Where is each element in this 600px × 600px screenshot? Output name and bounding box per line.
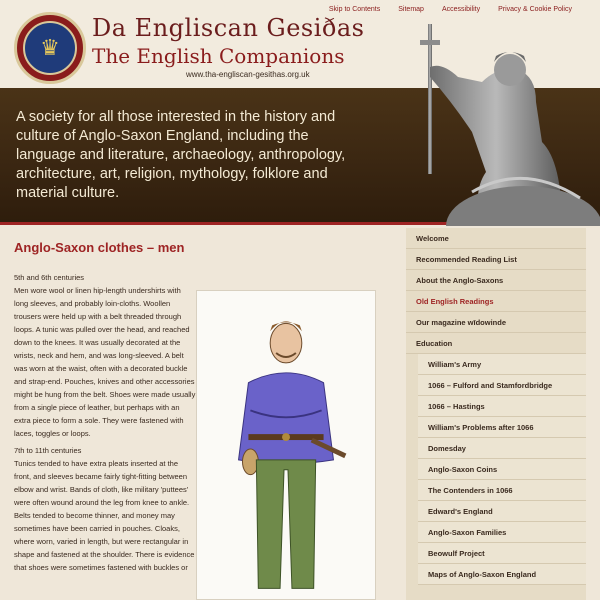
period-heading: 5th and 6th centuries xyxy=(14,273,85,282)
sidebar-item-about-the-anglo-saxons[interactable]: About the Anglo-Saxons xyxy=(406,270,586,291)
sidebar-item-old-english-readings[interactable]: Old English Readings xyxy=(406,291,586,312)
sidebar-nav xyxy=(406,228,586,600)
sidebar-item-maps-of-anglo-saxon-england[interactable]: Maps of Anglo-Saxon England xyxy=(418,564,586,585)
privacy-cookie-policy-link[interactable]: Privacy & Cookie Policy xyxy=(498,6,572,13)
sidebar-item-the-contenders-in-1066[interactable]: The Contenders in 1066 xyxy=(418,480,586,501)
sidebar-item-anglo-saxon-coins[interactable]: Anglo-Saxon Coins xyxy=(418,459,586,480)
alfred-statue-image xyxy=(412,22,600,226)
sidebar-item-edwards-england[interactable]: Edward's England xyxy=(418,501,586,522)
skip-to-contents-link[interactable]: Skip to Contents xyxy=(328,6,381,13)
accessibility-link[interactable]: Accessibility xyxy=(441,6,481,13)
sidebar-item-education[interactable]: Education xyxy=(406,333,586,354)
sidebar-item-anglo-saxon-families[interactable]: Anglo-Saxon Families xyxy=(418,522,586,543)
society-seal-logo[interactable] xyxy=(14,12,86,84)
hero-text: A society for all those interested in the history and culture of Anglo-Saxon England, including the language and literature, archaeology, anthropology, architecture, art, religion, mythology, folklore and material culture. xyxy=(16,109,346,201)
sidebar-item-recommended-reading-list[interactable]: Recommended Reading List xyxy=(406,249,586,270)
sidebar-item-williams-problems-after-1066[interactable]: William's Problems after 1066 xyxy=(418,417,586,438)
sidebar-item-domesday[interactable]: Domesday xyxy=(418,438,586,459)
period-heading: 7th to 11th centuries xyxy=(14,446,82,455)
sidebar-item-welcome[interactable]: Welcome xyxy=(406,228,586,249)
sidebar-item-williams-army[interactable]: William's Army xyxy=(418,354,586,375)
sidebar-item-beowulf-project[interactable]: Beowulf Project xyxy=(418,543,586,564)
site-url: www.tha-engliscan-gesithas.org.uk xyxy=(186,70,310,79)
utility-nav xyxy=(329,6,572,13)
sitemap-link[interactable]: Sitemap xyxy=(398,6,424,13)
anglo-saxon-man-illustration xyxy=(196,290,376,600)
site-title[interactable]: Da Engliscan Gesiðas xyxy=(92,14,365,42)
sidebar-item-our-magazine[interactable]: Our magazine wīdowinde xyxy=(406,312,586,333)
period-description: Men wore wool or linen hip-length undershirts with long sleeves, and probably loin-cloths. Woollen trousers were held up with a belt threaded through loops. A tunic was pulled over the head, and reached down to the knees. It was usually decorated at the wrists, neck and hem, and was long-sleeved. A belt was worn at the waist, often with a decorated buckle and strap-end. Pouches, knives and other accessories might be hung from the belt. Shoes were made usually from a single piece of leather, but perhaps with an extra piece to form a sole. They were fastened with laces, toggles or loops. xyxy=(14,286,196,438)
site-subtitle: The English Companions xyxy=(92,44,345,68)
page-title: Anglo-Saxon clothes – men xyxy=(14,240,185,255)
sidebar-item-1066-hastings[interactable]: 1066 – Hastings xyxy=(418,396,586,417)
period-description: Tunics tended to have extra pleats inserted at the front, and sleeves became fairly tight-fitting between elbow and wrist. Bands of cloth, like military 'puttees' were often wound around the leg from knee to ankle. Belts tended to become thinner, and money may sometimes have been carried in pouches. Cloaks, where worn, varied in length, but were rectangular in shape and fastened at the shoulder. There is evidence that shoes were sometimes fastened with buckles or xyxy=(14,459,195,572)
sidebar-item-1066-fulford-and-stamfordbridge[interactable]: 1066 – Fulford and Stamfordbridge xyxy=(418,375,586,396)
crown-icon: ♛ xyxy=(23,21,77,75)
